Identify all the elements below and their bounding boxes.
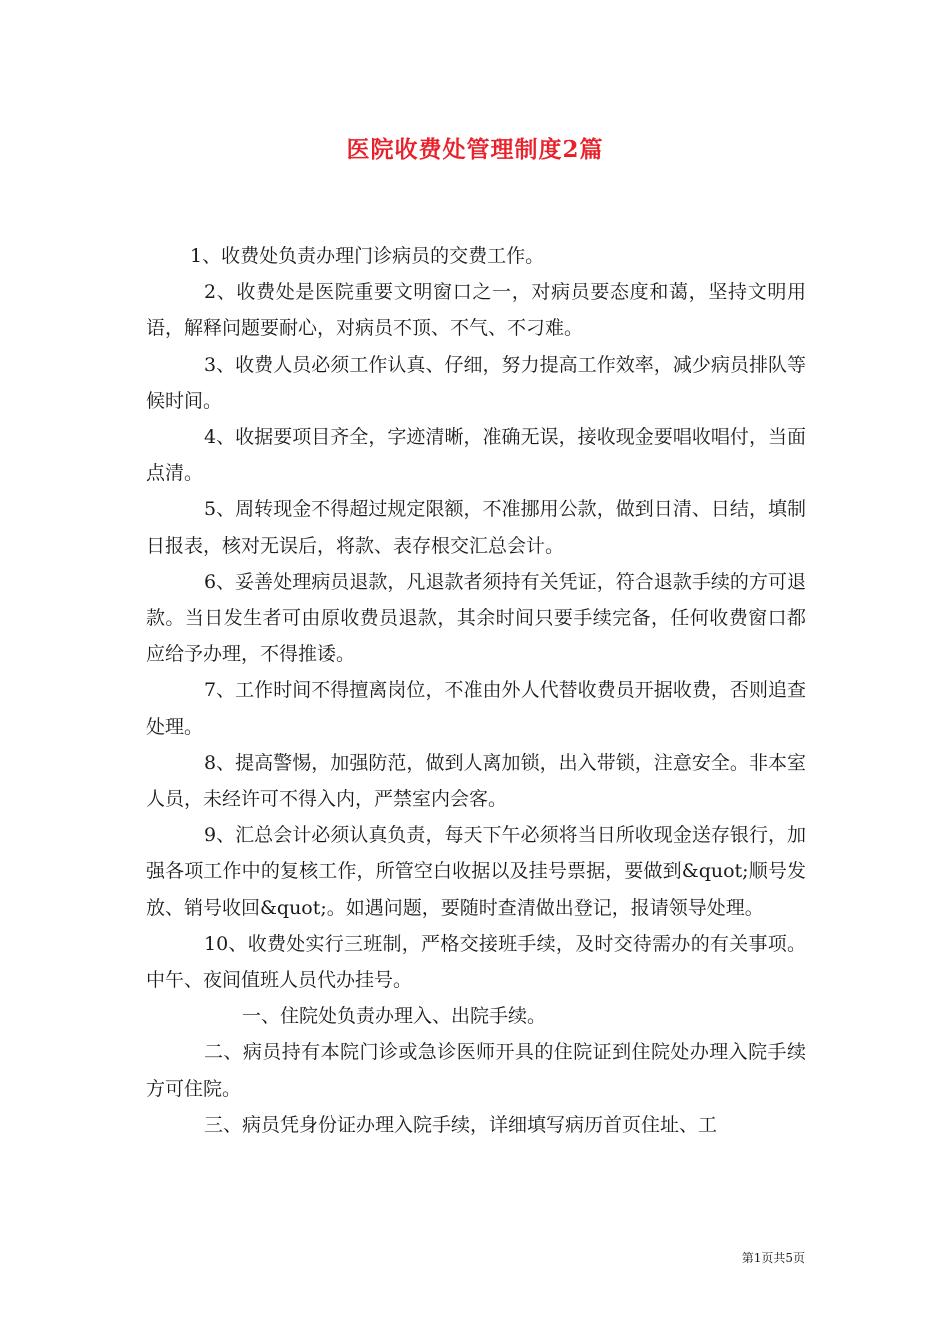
paragraph: 三、病员凭身份证办理入院手续，详细填写病历首页住址、工 [204, 1113, 718, 1136]
paragraph: 3、收费人员必须工作认真、仔细，努力提高工作效率，减少病员排队等候时间。 [146, 353, 806, 412]
paragraph: 2、收费处是医院重要文明窗口之一，对病员要态度和蔼，坚持文明用语，解释问题要耐心，对病员不顶、不气、不刁难。 [146, 281, 806, 340]
paragraph: 1、收费处负责办理门诊病员的交费工作。 [190, 245, 545, 267]
paragraph: 二、病员持有本院门诊或急诊医师开具的住院证到住院处办理入院手续方可住院。 [146, 1041, 806, 1100]
paragraph: 6、妥善处理病员退款，凡退款者须持有关凭证，符合退款手续的方可退款。当日发生者可由原收费员退款，其余时间只要手续完备，任何收费窗口都应给予办理，不得推诿。 [146, 570, 806, 666]
paragraph: 8、提高警惕，加强防范，做到人离加锁，出入带锁，注意安全。非本室人员，未经许可不得入内，严禁室内会客。 [146, 751, 806, 811]
paragraph: 7、工作时间不得擅离岗位，不准由外人代替收费员开据收费，否则追查处理。 [146, 679, 806, 738]
paragraph: 4、收据要项目齐全，字迹清晰，准确无误，接收现金要唱收唱付，当面点清。 [146, 426, 806, 485]
document-body [146, 238, 806, 1143]
paragraph: 10、收费处实行三班制，严格交接班手续，及时交待需办的有关事项。中午、夜间值班人员代办挂号。 [146, 932, 806, 992]
document-title: 医院收费处管理制度2篇 [346, 136, 604, 163]
paragraph: 一、住院处负责办理入、出院手续。 [242, 1005, 547, 1028]
page-number: 第1页共5页 [741, 1251, 805, 1265]
paragraph: 9、汇总会计必须认真负责，每天下午必须将当日所收现金送存银行，加强各项工作中的复核工作，所管空白收据以及挂号票据，要做到&quot;顺号发放、销号收回&quot;。如遇问题，要随时查清做出登记，报请领导处理。 [146, 824, 806, 919]
paragraph: 5、周转现金不得超过规定限额，不准挪用公款，做到日清、日结，填制日报表，核对无误后，将款、表存根交汇总会计。 [146, 498, 806, 557]
